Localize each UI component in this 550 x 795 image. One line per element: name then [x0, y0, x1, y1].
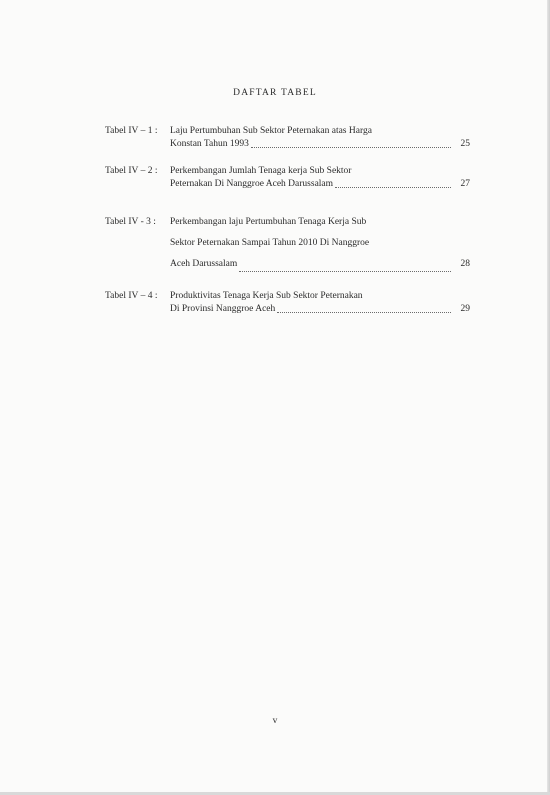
dot-leader — [239, 270, 451, 272]
dot-leader — [251, 146, 451, 148]
caption-line: Sektor Peternakan Sampai Tahun 2010 Di Nanggroe — [170, 238, 370, 248]
caption-line: Laju Pertumbuhan Sub Sektor Peternakan atas Harga — [170, 126, 372, 136]
caption-line: Aceh Darussalam — [170, 259, 238, 269]
caption-line: Perkembangan laju Pertumbuhan Tenaga Kerja Sub — [170, 217, 367, 227]
page-number: 28 — [460, 259, 470, 269]
dot-leader — [277, 311, 451, 313]
page-number: 25 — [460, 139, 470, 149]
page-title: DAFTAR TABEL — [233, 88, 317, 98]
entry-caption — [170, 125, 470, 151]
table-number: Tabel IV – 2 : — [105, 166, 158, 176]
page-number: 27 — [460, 179, 470, 189]
entry-caption — [170, 165, 470, 191]
dot-leader — [335, 186, 451, 188]
caption-last-line — [170, 138, 470, 151]
caption-line: Di Provinsi Nanggroe Aceh — [170, 304, 276, 314]
caption-line: Peternakan Di Nanggroe Aceh Darussalam — [170, 179, 334, 189]
caption-last-line — [170, 254, 470, 275]
page-number: 29 — [460, 304, 470, 314]
caption-line: Produktivitas Tenaga Kerja Sub Sektor Peternakan — [170, 291, 363, 301]
footer-page-number: v — [272, 716, 278, 726]
table-number: Tabel IV - 3 : — [105, 217, 156, 227]
entry-caption — [170, 290, 470, 316]
table-number: Tabel IV – 4 : — [105, 291, 158, 301]
caption-last-line — [170, 303, 470, 316]
caption-last-line — [170, 178, 470, 191]
entry-caption — [170, 212, 470, 275]
caption-line: Konstan Tahun 1993 — [170, 139, 249, 149]
caption-line: Perkembangan Jumlah Tenaga kerja Sub Sektor — [170, 166, 352, 176]
table-number: Tabel IV – 1 : — [105, 126, 158, 136]
